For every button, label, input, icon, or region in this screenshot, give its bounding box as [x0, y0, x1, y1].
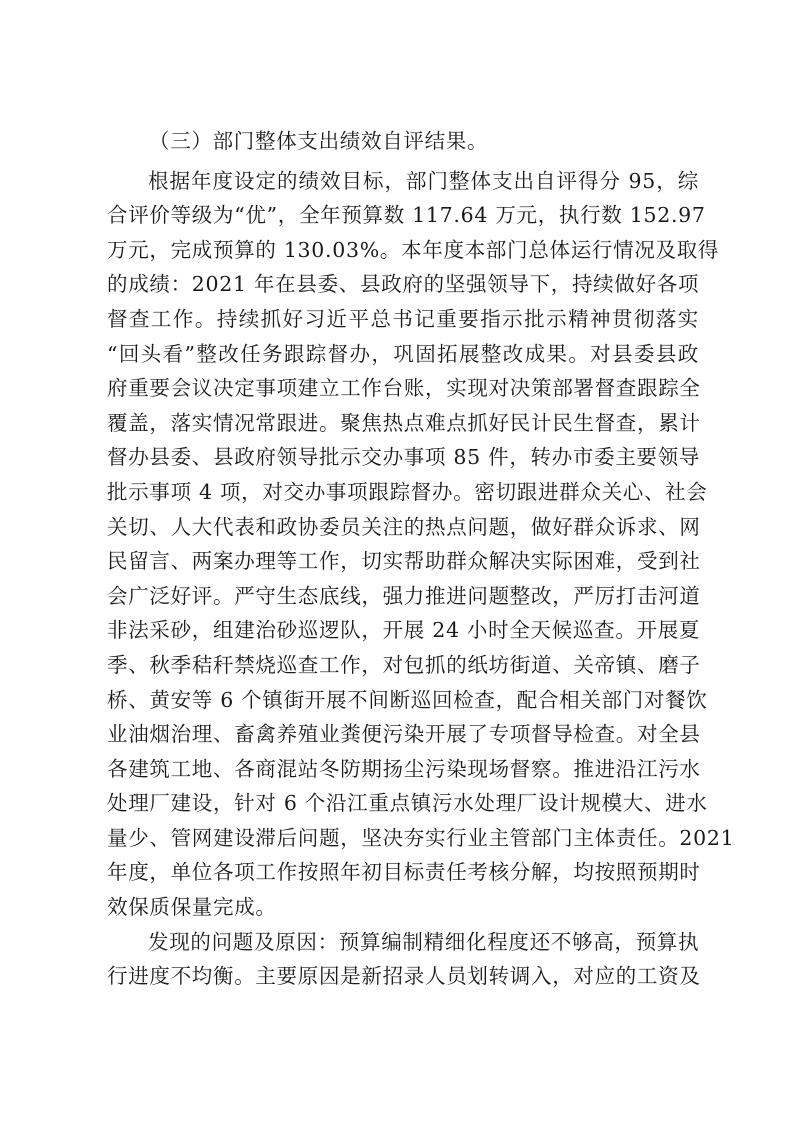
text-line: 量少、管网建设滞后问题，坚决夯实行业主管部门主体责任。2021	[107, 825, 735, 850]
text-line: 非法采砂，组建治砂巡逻队，开展 24 小时全天候巡查。开展夏	[107, 618, 701, 643]
text-line: 年度，单位各项工作按照年初目标责任考核分解，均按照预期时	[107, 860, 701, 885]
text-line: 季、秋季秸秆禁烧巡查工作，对包抓的纸坊街道、关帝镇、磨子	[107, 652, 701, 677]
text-line: 督办县委、县政府领导批示交办事项 85 件，转办市委主要领导	[107, 445, 701, 470]
text-line: 督查工作。持续抓好习近平总书记重要指示批示精神贯彻落实	[107, 306, 699, 331]
text-line: 覆盖，落实情况常跟进。聚焦热点难点抓好民计民生督查，累计	[107, 410, 701, 435]
text-line: 各建筑工地、各商混站冬防期扬尘污染现场督察。推进沿江污水	[107, 756, 701, 781]
paragraph-results	[107, 164, 735, 925]
text-line: 发现的问题及原因：预算编制精细化程度还不够高，预算执	[148, 929, 700, 954]
text-line: 批示事项 4 项，对交办事项跟踪督办。密切跟进群众关心、社会	[107, 479, 708, 504]
paragraph-problems	[107, 925, 699, 994]
text-line: 民留言、两案办理等工作，切实帮助群众解决实际困难，受到社	[107, 549, 701, 574]
text-line: 合评价等级为“优”，全年预算数 117.64 万元，执行数 152.97	[107, 203, 706, 228]
text-line: 效保质保量完成。	[107, 895, 277, 920]
text-line: “回头看”整改任务跟踪督办，巩固拓展整改成果。对县委县政	[107, 341, 699, 366]
text-line: 行进度不均衡。主要原因是新招录人员划转调入，对应的工资及	[107, 964, 701, 989]
text-line: 处理厂建设，针对 6 个沿江重点镇污水处理厂设计规模大、进水	[107, 791, 708, 816]
text-line: 桥、黄安等 6 个镇街开展不间断巡回检查，配合相关部门对餐饮	[107, 687, 708, 712]
text-line: 根据年度设定的绩效目标，部门整体支出自评得分 95，综	[148, 168, 699, 193]
section-heading: （三）部门整体支出绩效自评结果。	[149, 129, 489, 153]
text-line: 的成绩：2021 年在县委、县政府的坚强领导下，持续做好各项	[107, 272, 700, 297]
text-line: 府重要会议决定事项建立工作台账，实现对决策部署督查跟踪全	[107, 376, 701, 401]
document-body	[107, 124, 735, 994]
text-line: 万元，完成预算的 130.03%。本年度本部门总体运行情况及取得	[107, 237, 720, 262]
text-line: 会广泛好评。严守生态底线，强力推进问题整改，严厉打击河道	[107, 583, 701, 608]
text-line: 关切、人大代表和政协委员关注的热点问题，做好群众诉求、网	[107, 514, 701, 539]
text-line: 业油烟治理、畜禽养殖业粪便污染开展了专项督导检查。对全县	[107, 722, 701, 747]
